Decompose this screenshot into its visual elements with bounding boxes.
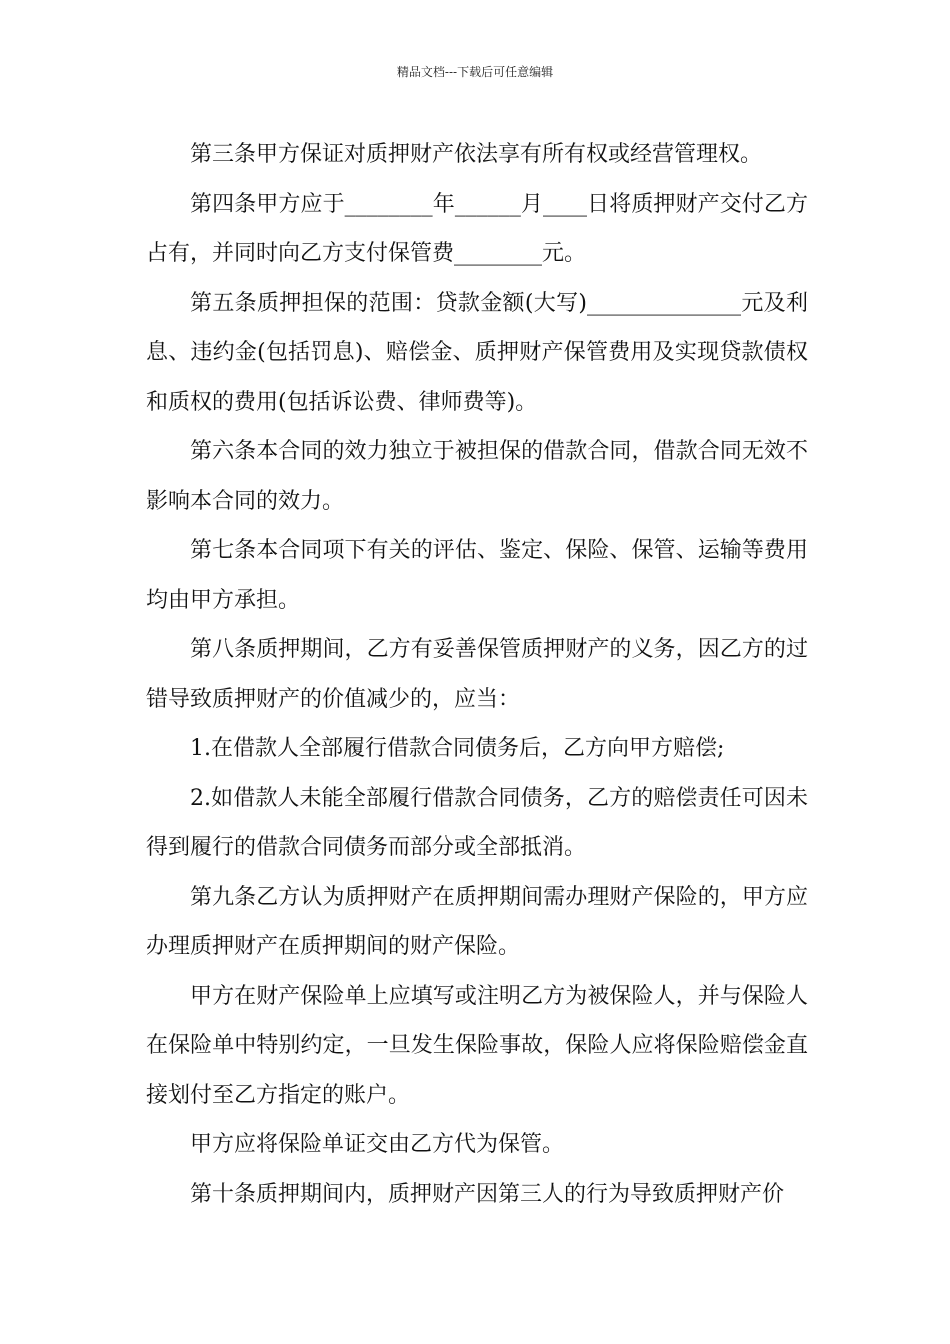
article-3-paragraph: 第三条甲方保证对质押财产依法享有所有权或经营管理权。 [190, 142, 763, 167]
article-5-paragraph: 第五条质押担保的范围：贷款金额(大写)______________元及利息、违约金(包括罚息)、赔偿金、质押财产保管费用及实现贷款债权和质权的费用(包括诉讼费、律师费等)。 [146, 290, 808, 415]
article-8-item-2: 2.如借款人未能全部履行借款合同债务，乙方的赔偿责任可因未得到履行的借款合同债务而部分或全部抵消。 [146, 785, 808, 860]
article-7-paragraph: 第七条本合同项下有关的评估、鉴定、保险、保管、运输等费用均由甲方承担。 [146, 538, 808, 613]
article-4-paragraph: 第四条甲方应于________年______月____日将质押财产交付乙方占有，并同时向乙方支付保管费________元。 [146, 191, 808, 266]
article-8-item-1: 1.在借款人全部履行借款合同债务后，乙方向甲方赔偿; [190, 736, 725, 761]
article-9-custody-paragraph: 甲方应将保险单证交由乙方代为保管。 [190, 1132, 565, 1157]
article-6-paragraph: 第六条本合同的效力独立于被担保的借款合同，借款合同无效不影响本合同的效力。 [146, 439, 808, 514]
document-body [146, 130, 808, 1219]
page-header: 精品文档---下载后可任意编辑 [396, 65, 554, 79]
article-8-paragraph: 第八条质押期间，乙方有妥善保管质押财产的义务，因乙方的过错导致质押财产的价值减少的，应当： [146, 637, 808, 712]
article-10-paragraph: 第十条质押期间内，质押财产因第三人的行为导致质押财产价 [190, 1181, 785, 1207]
article-9-insurance-paragraph: 甲方在财产保险单上应填写或注明乙方为被保险人，并与保险人在保险单中特别约定，一旦发生保险事故，保险人应将保险赔偿金直接划付至乙方指定的账户。 [146, 983, 808, 1108]
article-9-paragraph: 第九条乙方认为质押财产在质押期间需办理财产保险的，甲方应办理质押财产在质押期间的财产保险。 [146, 884, 808, 959]
